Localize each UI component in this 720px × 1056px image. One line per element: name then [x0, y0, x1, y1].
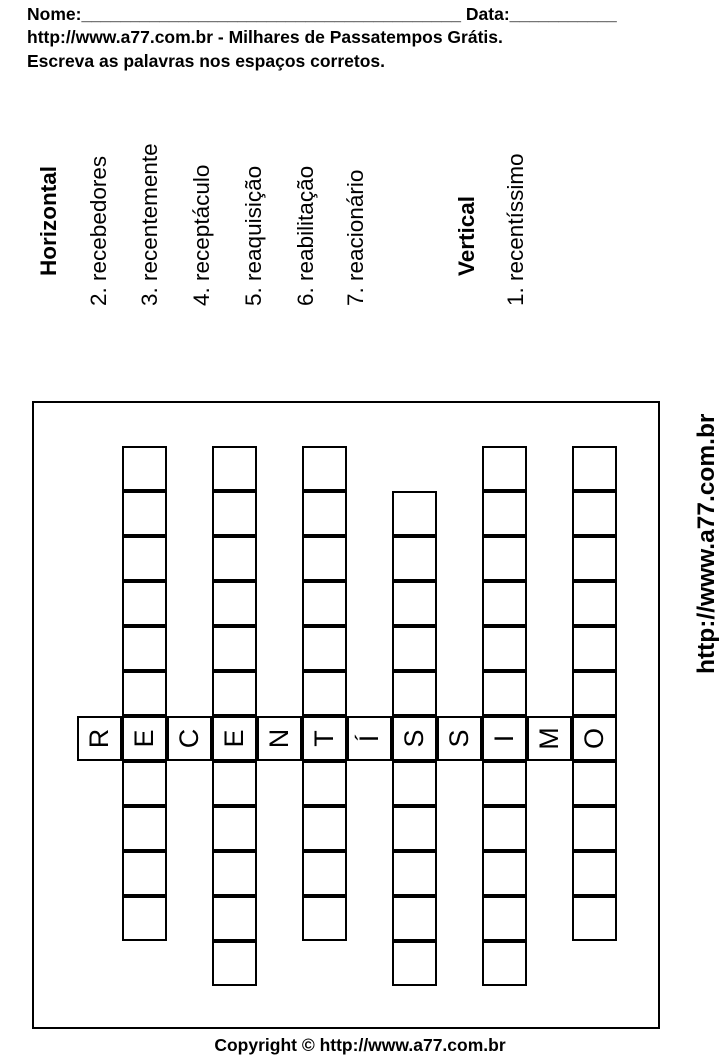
blank-cell[interactable] — [212, 491, 257, 536]
site-line: http://www.a77.com.br - Milhares de Passatempos Grátis. — [27, 27, 503, 47]
letter-cell[interactable] — [167, 716, 212, 761]
blank-cell[interactable] — [212, 896, 257, 941]
blank-cell[interactable] — [482, 806, 527, 851]
blank-cell[interactable] — [392, 671, 437, 716]
clue-word: reabilitação — [293, 165, 318, 281]
blank-cell[interactable] — [122, 851, 167, 896]
blank-cell[interactable] — [392, 896, 437, 941]
clue-word: recentemente — [137, 143, 162, 281]
blank-cell[interactable] — [572, 446, 617, 491]
blank-cell[interactable] — [302, 806, 347, 851]
clue-4 — [189, 165, 215, 306]
blank-cell[interactable] — [212, 761, 257, 806]
cell-letter: M — [534, 727, 564, 750]
blank-cell[interactable] — [122, 581, 167, 626]
blank-cell[interactable] — [572, 896, 617, 941]
blank-cell[interactable] — [482, 581, 527, 626]
blank-cell[interactable] — [302, 626, 347, 671]
cell-letter: C — [174, 728, 204, 749]
blank-cell[interactable] — [572, 626, 617, 671]
clue-number: 7. — [343, 287, 368, 306]
blank-cell[interactable] — [482, 941, 527, 986]
blank-cell[interactable] — [392, 806, 437, 851]
letter-cell[interactable] — [257, 716, 302, 761]
clue-3 — [137, 143, 163, 306]
clue-number: 1. — [503, 287, 528, 306]
blank-cell[interactable] — [482, 446, 527, 491]
clue-1 — [503, 153, 529, 306]
clue-word: reaquisição — [241, 165, 266, 281]
cell-letter: E — [219, 729, 249, 748]
blank-cell[interactable] — [122, 446, 167, 491]
blank-cell[interactable] — [392, 851, 437, 896]
letter-cell[interactable] — [482, 716, 527, 761]
blank-cell[interactable] — [572, 671, 617, 716]
blank-cell[interactable] — [122, 896, 167, 941]
letter-cell[interactable] — [527, 716, 572, 761]
clue-number: 2. — [86, 287, 111, 306]
blank-cell[interactable] — [572, 761, 617, 806]
blank-cell[interactable] — [122, 491, 167, 536]
letter-cell[interactable] — [122, 716, 167, 761]
letter-cell[interactable] — [392, 716, 437, 761]
letter-cell[interactable] — [437, 716, 482, 761]
blank-cell[interactable] — [572, 806, 617, 851]
letter-cell[interactable] — [77, 716, 122, 761]
clue-word: reacionário — [343, 169, 368, 281]
clue-5 — [241, 166, 267, 306]
clue-number: 4. — [189, 287, 214, 306]
clue-number: 5. — [241, 287, 266, 306]
blank-cell[interactable] — [572, 851, 617, 896]
cell-letter: O — [579, 728, 609, 750]
blank-cell[interactable] — [482, 896, 527, 941]
blank-cell[interactable] — [212, 671, 257, 716]
blank-cell[interactable] — [212, 626, 257, 671]
cell-letter: S — [399, 729, 429, 748]
blank-cell[interactable] — [482, 761, 527, 806]
cell-letter: T — [309, 730, 339, 747]
blank-cell[interactable] — [302, 491, 347, 536]
blank-cell[interactable] — [212, 536, 257, 581]
cell-letter: R — [84, 728, 114, 749]
blank-cell[interactable] — [482, 536, 527, 581]
cell-letter: N — [264, 728, 294, 749]
copyright-footer: Copyright © http://www.a77.com.br — [214, 1035, 506, 1055]
vertical-title: Vertical — [454, 195, 479, 276]
blank-cell[interactable] — [302, 581, 347, 626]
blank-cell[interactable] — [392, 626, 437, 671]
cell-letter: Í — [354, 734, 384, 743]
blank-cell[interactable] — [572, 581, 617, 626]
clue-6 — [293, 166, 319, 306]
horizontal-title: Horizontal — [36, 166, 61, 276]
blank-cell[interactable] — [122, 761, 167, 806]
cell-letter: S — [444, 729, 474, 748]
blank-cell[interactable] — [482, 671, 527, 716]
blank-cell[interactable] — [212, 806, 257, 851]
clue-word: recentíssimo — [503, 153, 528, 281]
side-url: http://www.a77.com.br — [693, 413, 720, 674]
blank-cell[interactable] — [302, 761, 347, 806]
blank-cell[interactable] — [302, 851, 347, 896]
clue-number: 6. — [293, 287, 318, 306]
blank-cell[interactable] — [392, 536, 437, 581]
clue-7 — [343, 170, 369, 306]
blank-cell[interactable] — [392, 941, 437, 986]
blank-cell[interactable] — [302, 671, 347, 716]
blank-cell[interactable] — [482, 851, 527, 896]
clue-2 — [86, 156, 112, 306]
blank-cell[interactable] — [482, 626, 527, 671]
instructions-line: Escreva as palavras nos espaços corretos. — [27, 51, 385, 71]
blank-cell[interactable] — [122, 626, 167, 671]
blank-cell[interactable] — [482, 491, 527, 536]
blank-cell[interactable] — [392, 581, 437, 626]
blank-cell[interactable] — [122, 806, 167, 851]
blank-cell[interactable] — [572, 536, 617, 581]
blank-cell[interactable] — [122, 671, 167, 716]
cell-letter: E — [129, 729, 159, 748]
blank-cell[interactable] — [392, 761, 437, 806]
letter-cell[interactable] — [347, 716, 392, 761]
name-date-line: Nome:_______________________________________ Data:___________ — [27, 4, 617, 24]
blank-cell[interactable] — [122, 536, 167, 581]
blank-cell[interactable] — [212, 581, 257, 626]
blank-cell[interactable] — [212, 941, 257, 986]
blank-cell[interactable] — [572, 491, 617, 536]
blank-cell[interactable] — [302, 446, 347, 491]
letter-cell[interactable] — [212, 716, 257, 761]
cell-letter: I — [489, 734, 519, 743]
blank-cell[interactable] — [302, 896, 347, 941]
blank-cell[interactable] — [212, 446, 257, 491]
letter-cell[interactable] — [572, 716, 617, 761]
blank-cell[interactable] — [302, 536, 347, 581]
clue-number: 3. — [137, 287, 162, 306]
blank-cell[interactable] — [392, 491, 437, 536]
blank-cell[interactable] — [212, 851, 257, 896]
clue-word: recebedores — [86, 155, 111, 281]
clue-word: receptáculo — [189, 164, 214, 281]
letter-cell[interactable] — [302, 716, 347, 761]
